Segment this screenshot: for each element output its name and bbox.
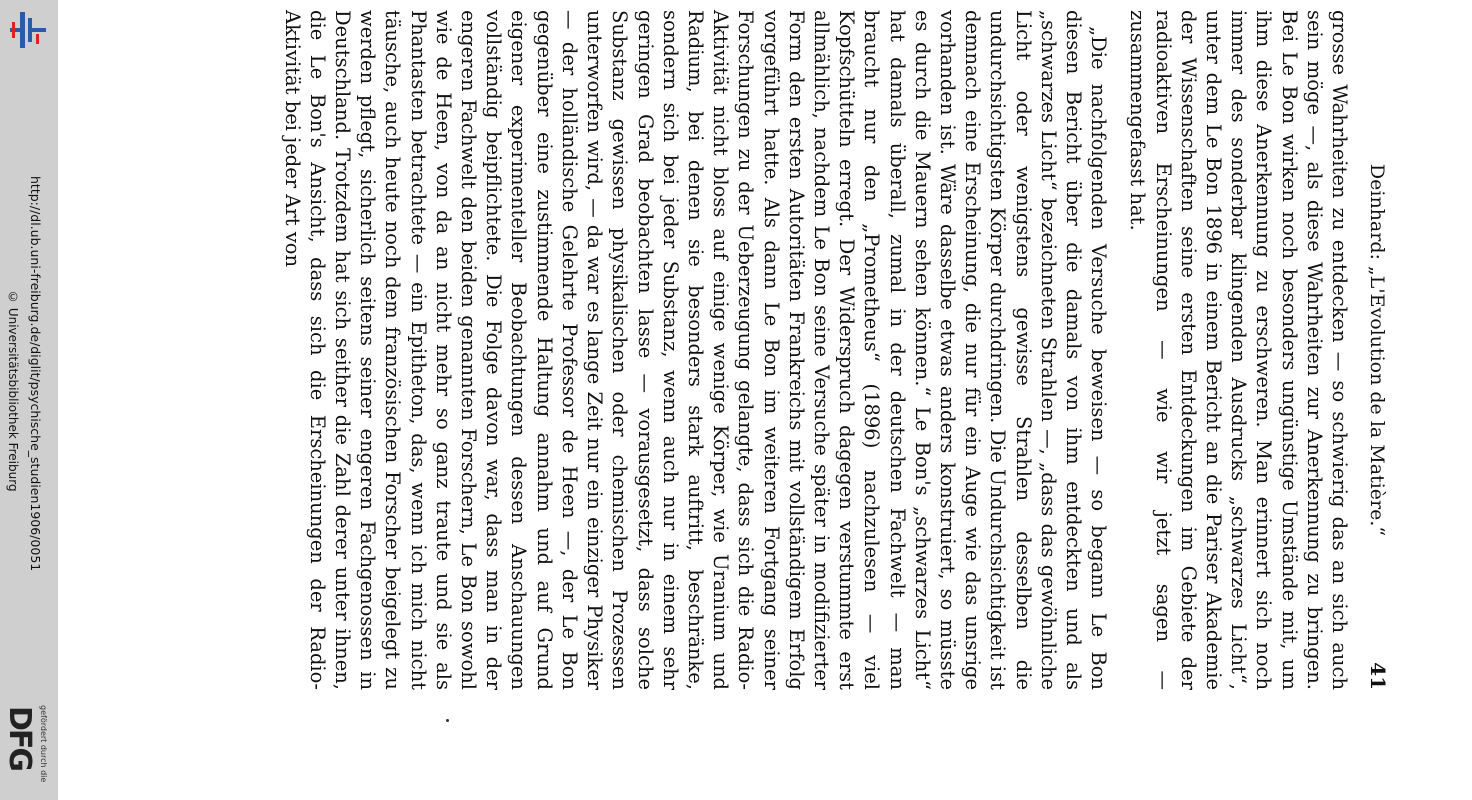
scan-speck bbox=[446, 719, 449, 722]
scanned-page bbox=[190, 10, 1390, 690]
funding-note: gefördert durch die bbox=[39, 705, 48, 783]
ub-freiburg-logo-icon bbox=[4, 8, 52, 52]
copyright-notice: © Universitätsbibliothek Freiburg bbox=[6, 290, 20, 492]
source-url-link[interactable]: http://dl.ub.uni-freiburg.de/diglit/psychische_studien1906/0051 bbox=[28, 176, 43, 572]
page-number: 41 bbox=[1366, 662, 1390, 690]
dfg-logo: DFG bbox=[2, 706, 37, 771]
viewer-sidebar bbox=[0, 0, 58, 800]
paragraph: „Die nachfolgenden Versuche beweisen — so begann Le Bon diesen Bericht über die damals von ihm entdeckten und als „schwarzes Licht“ bezeichneten Strahlen —, „dass das gewöhnliche Licht oder wenigstens gewisse Strahlen desselben die undurchsichtigsten Körper durchdringen. Die Undurchsichtigkeit ist demnach eine Erscheinung, die nur für ein Auge wie das unsrige vorhanden ist. Wäre dasselbe etwas anders konstruiert, so müsste es durch die Mauern sehen können.“ Le Bon's „schwarzes Licht“ hat damals überall, zumal in der deutschen Fachwelt — man braucht nur den „Prometheus“ (1896) nachzulesen — viel Kopfschütteln erregt. Der Widerspruch dagegen verstummte erst allmählich, nachdem Le Bon seine Versuche später in modifizierter Form den ersten Autoritäten Frankreichs mit vollständigem Erfolg vorgeführt hatte. Als dann Le Bon im weiteren Fortgang seiner Forschungen zu der Ueberzeugung gelangte, dass sich die Radio-Aktivität nicht bloss auf einige wenige Körper, wie Uranium und Radium, bei denen sie besonders stark auftritt, beschränke, sondern sich bei jeder Substanz, wenn auch nur in einem sehr geringen Grad beobachten lasse — vorausgesetzt, dass solche Substanz gewissen physikalischen oder chemischen Prozessen unterworfen wird, — da war es lange Zeit nur ein einziger Physiker — der holländische Gelehrte Professor de Heen —, der Le Bon gegenüber eine zustimmende Haltung annahm und auf Grund eigener experimenteller Beobachtungen dessen Anschauungen vollständig beipflichtete. Die Folge davon war, dass man in der engeren Fachwelt den beiden genannten Forschern, Le Bon sowohl wie de Heen, von da an nicht mehr so ganz traute und sie als Phantasten betrachtete — ein Epitheton, das, wenn ich mich nicht täusche, auch heute noch dem französischen Forscher beigelegt zu werden pflegt, sicherlich seitens seiner engeren Fachgenossen in Deutschland. Trotzdem hat sich seither die Zahl derer unter ihnen, die Le Bon's Ansicht, dass sich die Erscheinungen der Radio-Aktivität bei jeder Art von bbox=[280, 10, 1111, 690]
page-body bbox=[192, 10, 1352, 690]
header-title: Deinhard: „L'Evolution de la Matière.“ bbox=[1366, 163, 1388, 537]
paragraph: grosse Wahrheiten zu entdecken — so schwierig das an sich auch sein möge —, als diese Wahrheiten zur Anerkennung zu bringen. Bei Le Bon wirken noch besonders ungünstige Umstände mit, um ihm diese Anerkennung zu erschweren. Man erinnert sich noch immer des sonderbar klingenden Ausdrucks „schwarzes Licht“, unter dem Le Bon 1896 in einem Bericht an die Pariser Akademie der Wissenschaften seine ersten Entdeckungen im Gebiete der radioaktiven Erscheinungen — wie wir jetzt sagen — zusammengefasst hat. bbox=[1126, 10, 1351, 690]
running-header bbox=[1360, 10, 1390, 690]
scanned-page-viewport bbox=[190, 10, 1390, 690]
